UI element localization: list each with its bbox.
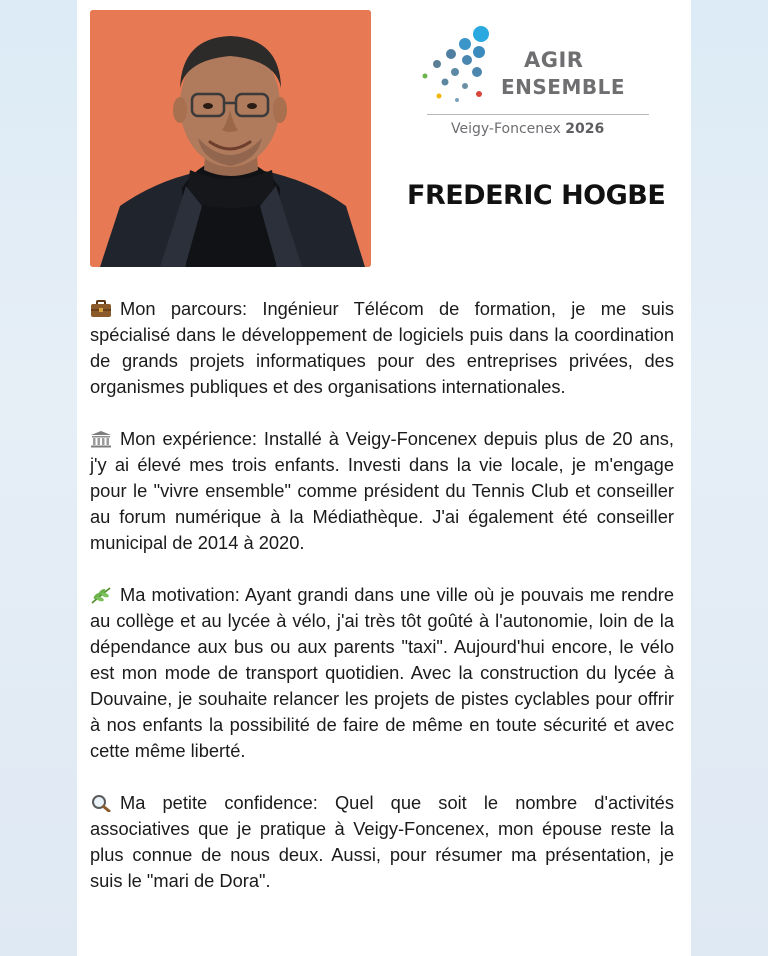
logo-subtitle <box>451 121 604 137</box>
logo-word-agir: AGIR <box>524 48 584 72</box>
section-experience <box>90 426 674 556</box>
profile-card <box>77 0 691 956</box>
logo-town: Veigy-Foncenex <box>451 121 561 137</box>
section-parcours <box>90 296 674 400</box>
agir-ensemble-logo <box>417 22 649 142</box>
section-confidence <box>90 790 674 894</box>
section-motivation-text: Ma motivation: Ayant grandi dans une ville où je pouvais me rendre au collège et au lycée à vélo, j'ai très tôt goûté à l'autonomie, loin de la dépendance aux bus ou aux parents "taxi". Aujourd'hui encore, le vélo est mon mode de transport quotidien. Avec la construction du lycée à Douvaine, je souhaite relancer les projets de pistes cyclables pour offrir à nos enfants la possibilité de faire de même en toute sécurité et avec cette même liberté. <box>90 584 674 761</box>
magnifying-glass-icon <box>90 794 112 812</box>
herb-icon <box>90 586 112 604</box>
section-experience-text: Mon expérience: Installé à Veigy-Foncenex depuis plus de 20 ans, j'y ai élevé mes trois enfants. Investi dans la vie locale, je m'engage pour le "vivre ensemble" comme président du Tennis Club et conseiller au forum numérique à la Médiathèque. J'ai également été conseiller municipal de 2014 à 2020. <box>90 428 674 553</box>
logo-divider <box>427 114 649 115</box>
section-confidence-text: Ma petite confidence: Quel que soit le nombre d'activités associatives que je pratique à Veigy-Foncenex, mon épouse reste la plus connue de nous deux. Aussi, pour résumer ma présentation, je suis le "mari de Dora". <box>90 792 674 891</box>
classical-building-icon <box>90 430 112 448</box>
portrait-illustration <box>90 10 371 267</box>
candidate-photo <box>90 10 371 267</box>
candidate-name: FREDERIC HOGBE <box>407 180 666 211</box>
bio-text <box>90 296 674 920</box>
logo-word-ensemble: ENSEMBLE <box>501 75 626 99</box>
logo-dots-icon <box>417 22 507 114</box>
section-motivation <box>90 582 674 764</box>
section-parcours-text: Mon parcours: Ingénieur Télécom de formation, je me suis spécialisé dans le développement de logiciels puis dans la coordination de grands projets informatiques pour des entreprises privées, des organismes publiques et des organisations internationales. <box>90 298 674 397</box>
briefcase-icon <box>90 300 112 318</box>
logo-year: 2026 <box>565 121 605 137</box>
